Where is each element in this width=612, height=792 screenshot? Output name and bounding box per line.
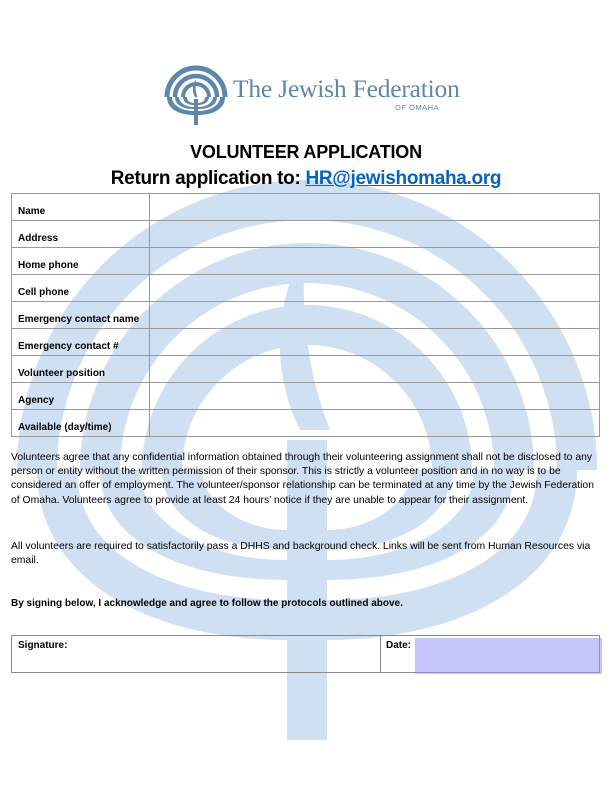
table-row (12, 302, 600, 329)
brand-logo (163, 61, 460, 131)
confidentiality-paragraph: Volunteers agree that any confidential information obtained through their volunteering assignment shall not be disclosed to any person or entity without the written permission of their sponsor. This is strictly a volunteer position and in no way is to be considered an offer of employment. The volunteer/sponsor relationship can be terminated at any time by the Jewish Federation of Omaha. Volunteers agree to provide at least 24 hours’ notice if they are unable to appear for their assignment. (11, 452, 594, 506)
emergency-contact-number-field[interactable] (150, 329, 600, 356)
field-label: Home phone (12, 248, 150, 275)
table-row (12, 248, 600, 275)
field-label: Agency (12, 383, 150, 410)
signature-divider (380, 636, 381, 672)
brand-name: The Jewish Federation (233, 74, 460, 103)
date-label: Date: (386, 640, 412, 651)
field-label: Address (12, 221, 150, 248)
return-email-link[interactable]: HR@jewishomaha.org (305, 168, 502, 189)
table-row (12, 221, 600, 248)
availability-field[interactable] (150, 410, 600, 437)
signature-label: Signature: (18, 640, 68, 651)
field-label: Emergency contact name (12, 302, 150, 329)
address-field[interactable] (150, 221, 600, 248)
field-label: Cell phone (12, 275, 150, 302)
name-field[interactable] (150, 194, 600, 221)
field-label: Volunteer position (12, 356, 150, 383)
cell-phone-field[interactable] (150, 275, 600, 302)
return-prefix: Return application to: (110, 168, 306, 189)
agency-field[interactable] (150, 383, 600, 410)
menorah-logo-icon (163, 61, 229, 127)
volunteer-position-field[interactable] (150, 356, 600, 383)
field-label: Name (12, 194, 150, 221)
date-input[interactable] (415, 638, 602, 674)
table-row (12, 194, 600, 221)
signature-box (11, 635, 600, 673)
table-row (12, 356, 600, 383)
return-instructions (0, 168, 612, 190)
table-row (12, 329, 600, 356)
table-row (12, 383, 600, 410)
emergency-contact-name-field[interactable] (150, 302, 600, 329)
field-label: Emergency contact # (12, 329, 150, 356)
table-row (12, 410, 600, 437)
page-title: VOLUNTEER APPLICATION (190, 142, 422, 162)
home-phone-field[interactable] (150, 248, 600, 275)
brand-subname: OF OMAHA (395, 103, 440, 112)
application-fields-table (11, 193, 600, 437)
acknowledgement-statement: By signing below, I acknowledge and agree to follow the protocols outlined above. (11, 598, 403, 609)
background-check-paragraph: All volunteers are required to satisfactorily pass a DHHS and background check. Links will be sent from Human Resources via email. (11, 541, 591, 567)
table-row (12, 275, 600, 302)
field-label: Available (day/time) (12, 410, 150, 437)
